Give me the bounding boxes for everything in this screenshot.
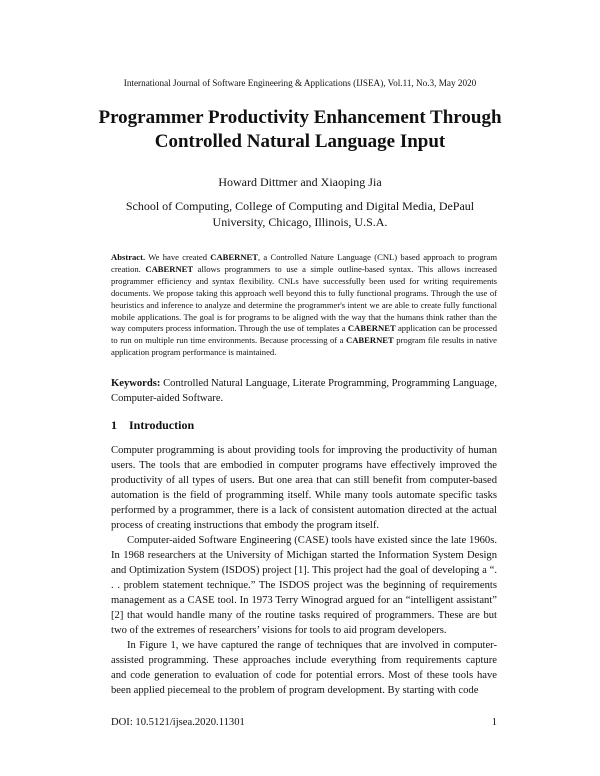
body-text <box>111 443 497 698</box>
abstract-text: program file results in native application program performance is maintained. <box>111 335 497 358</box>
running-header: International Journal of Software Engineering & Applications (IJSEA), Vol.11, No.3, May 2020 <box>123 78 477 88</box>
footer-doi: DOI: 10.5121/ijsea.2020.11301 <box>111 717 245 728</box>
abstract-text: application can be processed to run on multiple run time environments. Because processing of a <box>111 323 497 346</box>
abstract-cabernet: CABERNET <box>347 323 396 334</box>
affiliation: School of Computing, College of Computing and Digital Media, DePaul University, Chicago, Illinois, U.S.A. <box>125 199 475 229</box>
body-paragraph: Computer-aided Software Engineering (CASE) tools have existed since the late 1960s. In 1968 researchers at the University of Michigan started the Information System Design and Optimization System (ISDOS) project [1]. This project had the goal of developing a “. . . problem statement technique.” The ISDOS project was the beginning of requirements management as a CASE tool. In 1973 Terry Winograd argued for an “intelligent assistant” [2] that would handle many of the routine tasks required of programmers. These are but two of the extremes of researchers’ visions for tools to aid program developers. <box>111 535 497 636</box>
abstract-label: Abstract. <box>111 252 146 262</box>
abstract <box>111 252 497 359</box>
abstract-text: allows programmers to use a simple outline-based syntax. This allows increased programmer efficiency and syntax flexibility. CNLs have successfully been used for writing requirements documents. We propose taking this approach well beyond this to fully functional programs. Through the use of heuristics and inference to analyze and determine the programmer's intent we are able to create fully functional mobile applications. The goal is for programs to be aligned with the way that the humans think rather than the way computers process information. Through the use of templates a <box>111 263 497 334</box>
section-title: Introduction <box>129 418 195 432</box>
abstract-cabernet: CABERNET <box>210 252 259 262</box>
keywords-text: Controlled Natural Language, Literate Programming, Programming Language, Computer-aided Software. <box>111 378 497 404</box>
abstract-text: , a Controlled Nature Language (CNL) based approach to program creation. <box>111 252 497 274</box>
body-paragraph: Computer programming is about providing tools for improving the productivity of human users. The tools that are embodied in computer programs have effectively improved the productivity of all types of users. But one area that can still benefit from computer-based automation is the field of programming itself. While many tools automate specific tasks performed by a programmer, there is a lack of consistent automation directed at the actual process of creating instructions that embody the program itself. <box>111 445 497 531</box>
keywords-label: Keywords: <box>111 378 161 389</box>
section-number: 1 <box>111 418 117 432</box>
body-paragraph: In Figure 1, we have captured the range of techniques that are involved in computer-assisted programming. These approaches include everything from requirements capture and code generation to evaluation of code for potential errors. Most of these tools have been applied piecemeal to the problem of program development. By starting with code <box>111 640 497 696</box>
abstract-cabernet: CABERNET <box>346 335 394 346</box>
abstract-text: We have created <box>145 252 211 262</box>
authors: Howard Dittmer and Xiaoping Jia <box>218 175 382 189</box>
keywords <box>111 376 497 406</box>
page-number: 1 <box>491 717 497 728</box>
abstract-cabernet: CABERNET <box>145 263 194 274</box>
section-heading <box>111 418 194 433</box>
paper-title: Programmer Productivity Enhancement Through Controlled Natural Language Input <box>98 107 502 152</box>
